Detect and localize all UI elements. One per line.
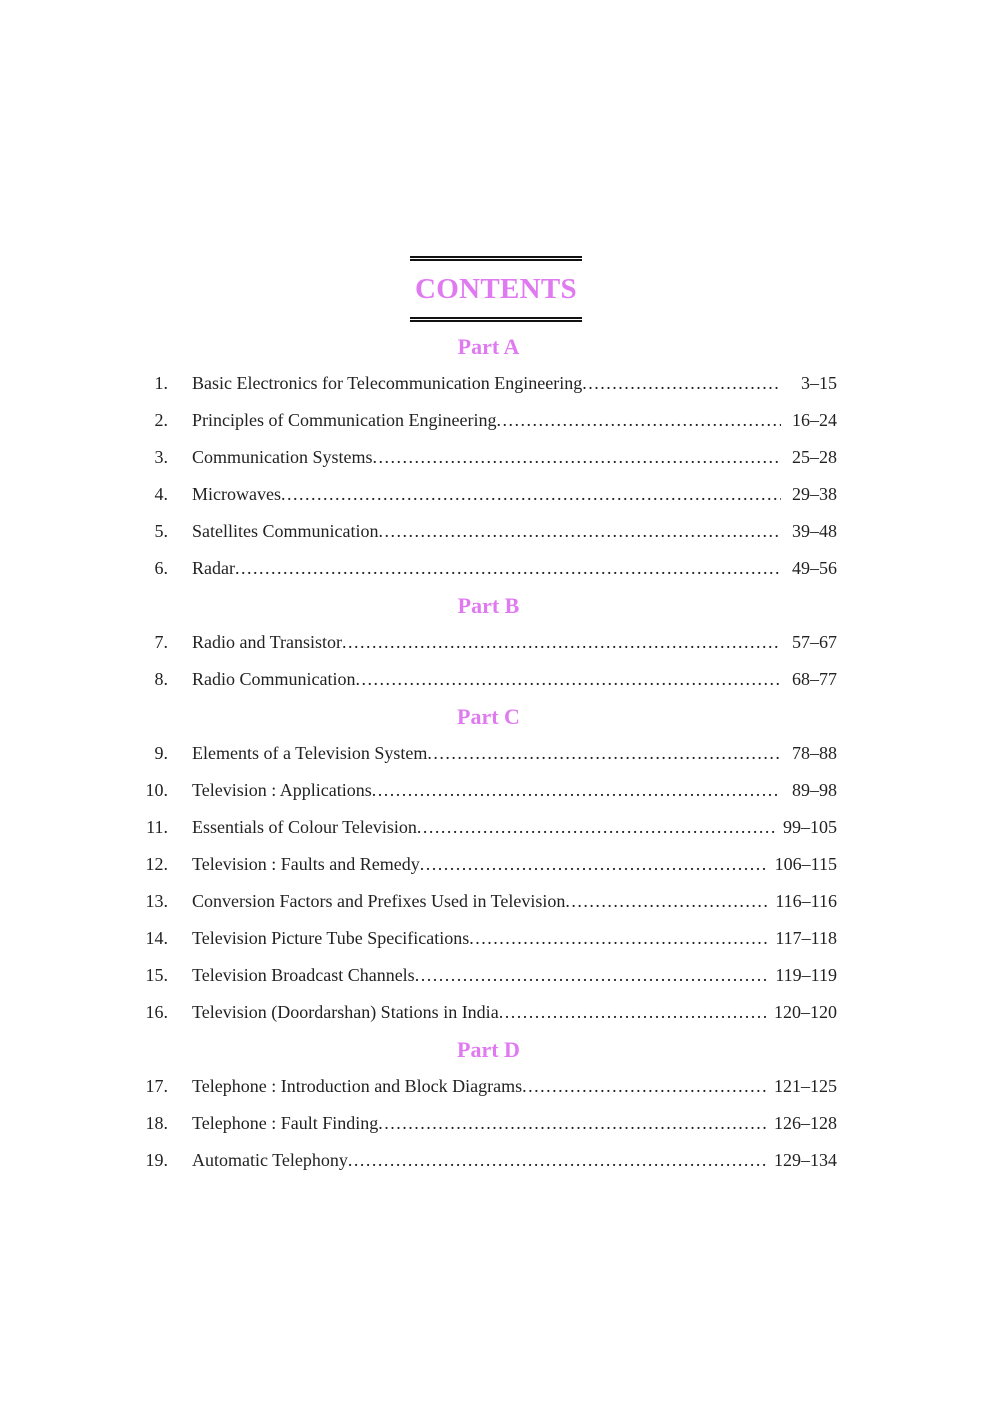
entry-pages: 68–77 — [792, 669, 837, 689]
toc-entry[interactable] — [140, 994, 837, 1031]
entry-number: 2. — [154, 410, 168, 430]
dot-leader — [496, 402, 781, 439]
part-heading: Part D — [457, 1037, 520, 1062]
entry-number: 10. — [145, 780, 168, 800]
entry-pages: 129–134 — [774, 1150, 837, 1170]
toc-entry[interactable] — [140, 402, 837, 439]
dot-leader — [499, 994, 768, 1031]
entry-number: 15. — [145, 965, 168, 985]
entry-title: Radio and Transistor — [192, 632, 343, 652]
entry-pages: 16–24 — [792, 410, 837, 430]
entry-number: 13. — [145, 891, 168, 911]
toc-entry[interactable] — [140, 809, 837, 846]
entry-number: 18. — [145, 1113, 168, 1133]
entry-number: 12. — [145, 854, 168, 874]
entry-pages: 3–15 — [801, 373, 837, 393]
entry-title: Radar — [192, 558, 235, 578]
entry-pages: 89–98 — [792, 780, 837, 800]
top-double-rule — [410, 256, 582, 261]
toc-entry[interactable] — [140, 624, 837, 661]
entry-number: 14. — [145, 928, 168, 948]
entry-number: 7. — [154, 632, 168, 652]
dot-leader — [565, 883, 769, 920]
entry-title: Radio Communication — [192, 669, 356, 689]
entry-pages: 119–119 — [775, 965, 837, 985]
entry-pages: 117–118 — [775, 928, 837, 948]
entry-title: Satellites Communication — [192, 521, 379, 541]
entry-pages: 39–48 — [792, 521, 837, 541]
entry-title: Telephone : Fault Finding — [192, 1113, 379, 1133]
entry-number: 16. — [145, 1002, 168, 1022]
entry-number: 11. — [146, 817, 168, 837]
toc-entry[interactable] — [140, 883, 837, 920]
entry-title: Principles of Communication Engineering — [192, 410, 497, 430]
entry-number: 19. — [145, 1150, 168, 1170]
entry-title: Television : Applications — [192, 780, 372, 800]
entry-number: 4. — [154, 484, 168, 504]
entry-number: 6. — [154, 558, 168, 578]
dot-leader — [582, 365, 781, 402]
entry-number: 9. — [154, 743, 168, 763]
entry-title: Communication Systems — [192, 447, 373, 467]
dot-leader — [235, 550, 781, 587]
dot-leader — [356, 661, 782, 698]
entry-pages: 121–125 — [774, 1076, 837, 1096]
dot-leader — [427, 735, 781, 772]
entry-title: Microwaves — [192, 484, 281, 504]
entry-title: Television Broadcast Channels — [192, 965, 415, 985]
entry-pages: 78–88 — [792, 743, 837, 763]
entry-pages: 106–115 — [774, 854, 837, 874]
bottom-double-rule — [410, 317, 582, 322]
entry-title: Television Picture Tube Specifications — [192, 928, 470, 948]
toc-entry[interactable] — [140, 1142, 837, 1179]
dot-leader — [372, 772, 781, 809]
toc-entry[interactable] — [140, 476, 837, 513]
dot-leader — [415, 957, 770, 994]
dot-leader — [342, 624, 781, 661]
entry-pages: 99–105 — [783, 817, 837, 837]
dot-leader — [378, 513, 781, 550]
entry-pages: 126–128 — [774, 1113, 837, 1133]
entry-pages: 116–116 — [775, 891, 837, 911]
toc-entry[interactable] — [140, 735, 837, 772]
toc-entry[interactable] — [140, 772, 837, 809]
dot-leader — [348, 1142, 768, 1179]
toc-entry[interactable] — [140, 439, 837, 476]
toc-entry[interactable] — [140, 1105, 837, 1142]
toc-entry[interactable] — [140, 920, 837, 957]
entry-pages: 25–28 — [792, 447, 837, 467]
entry-title: Basic Electronics for Telecommunication Engineering — [192, 373, 583, 393]
entry-pages: 29–38 — [792, 484, 837, 504]
entry-number: 5. — [154, 521, 168, 541]
entry-title: Essentials of Colour Television — [192, 817, 417, 837]
dot-leader — [378, 1105, 768, 1142]
page-title: CONTENTS — [415, 273, 577, 305]
entry-pages: 57–67 — [792, 632, 837, 652]
entry-title: Automatic Telephony — [192, 1150, 348, 1170]
entry-number: 8. — [154, 669, 168, 689]
entry-title: Television (Doordarshan) Stations in India — [192, 1002, 499, 1022]
toc-entry[interactable] — [140, 846, 837, 883]
dot-leader — [417, 809, 777, 846]
entry-title: Conversion Factors and Prefixes Used in Television — [192, 891, 566, 911]
dot-leader — [281, 476, 781, 513]
entry-title: Elements of a Television System — [192, 743, 428, 763]
entry-number: 17. — [145, 1076, 168, 1096]
table-of-contents — [140, 328, 837, 1179]
toc-entry[interactable] — [140, 661, 837, 698]
toc-entry[interactable] — [140, 957, 837, 994]
dot-leader — [420, 846, 769, 883]
entry-pages: 49–56 — [792, 558, 837, 578]
entry-title: Television : Faults and Remedy — [192, 854, 420, 874]
toc-entry[interactable] — [140, 365, 837, 402]
dot-leader — [522, 1068, 768, 1105]
entry-number: 3. — [154, 447, 168, 467]
part-heading: Part B — [457, 593, 520, 618]
toc-entry[interactable] — [140, 513, 837, 550]
contents-header — [410, 256, 582, 322]
toc-entry[interactable] — [140, 1068, 837, 1105]
toc-entry[interactable] — [140, 550, 837, 587]
entry-pages: 120–120 — [774, 1002, 837, 1022]
part-heading: Part C — [457, 704, 520, 729]
dot-leader — [373, 439, 781, 476]
entry-number: 1. — [154, 373, 168, 393]
part-heading: Part A — [457, 334, 520, 359]
dot-leader — [469, 920, 769, 957]
entry-title: Telephone : Introduction and Block Diagrams — [192, 1076, 523, 1096]
